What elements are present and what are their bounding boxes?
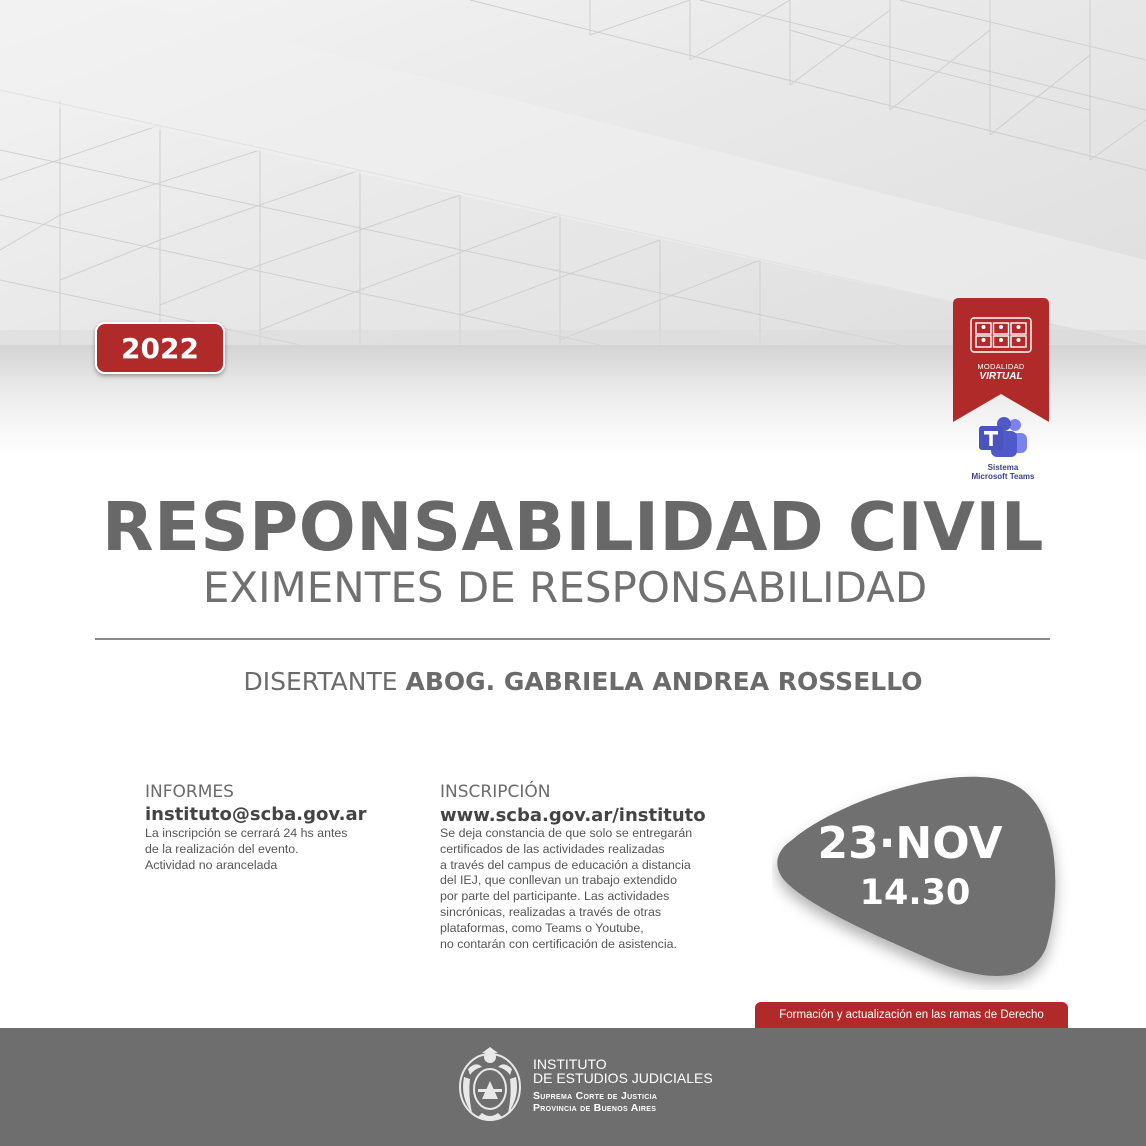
institution-line1: INSTITUTO: [533, 1056, 607, 1072]
speaker-prefix: DISERTANTE: [243, 667, 398, 696]
inscripcion-url-link[interactable]: www.scba.gov.ar/instituto: [440, 805, 706, 826]
teams-icon: [977, 416, 1029, 458]
provincial-seal-icon: [458, 1047, 522, 1125]
event-title: RESPONSABILIDAD CIVIL: [102, 488, 1044, 566]
hero-architecture-image: [0, 0, 1146, 345]
speaker-name: ABOG. GABRIELA ANDREA ROSSELLO: [405, 667, 923, 696]
speaker-line: [0, 667, 1146, 696]
inscripcion-line: plataformas, como Teams o Youtube,: [440, 920, 644, 935]
inscripcion-text: [440, 826, 730, 952]
event-subtitle: EXIMENTES DE RESPONSABILIDAD: [202, 563, 928, 612]
inscripcion-line: por parte del participante. Las actividades: [440, 889, 670, 904]
informes-heading: INFORMES: [145, 782, 234, 802]
informes-line: de la realización del evento.: [145, 841, 299, 856]
inscripcion-line: del IEJ, que conllevan un trabajo extendido: [440, 873, 677, 888]
tagline-tab: Formación y actualización en las ramas de Derecho: [755, 1002, 1068, 1028]
institution-line4: Provincia de Buenos Aires: [533, 1102, 657, 1114]
inscripcion-line: a través del campus de educación a distancia: [440, 857, 691, 872]
institution-line2: DE ESTUDIOS JUDICIALES: [533, 1070, 713, 1086]
modality-label-small: MODALIDAD: [977, 362, 1025, 371]
inscripcion-line: certificados de las actividades realizadas: [440, 841, 665, 856]
institution-line3: Suprema Corte de Justicia: [533, 1090, 658, 1102]
title-divider: [95, 638, 1050, 640]
event-date: 23·NOV: [817, 818, 1003, 869]
informes-email-link[interactable]: instituto@scba.gov.ar: [145, 804, 367, 825]
informes-text: [145, 826, 405, 873]
modality-ribbon: [953, 298, 1049, 424]
inscripcion-line: sincrónicas, realizadas a través de otras: [440, 904, 662, 919]
platform-label-line1: Sistema: [987, 463, 1019, 472]
platform-label-line2: Microsoft Teams: [971, 472, 1035, 481]
year-badge: 2022: [95, 322, 225, 374]
inscripcion-line: no contarán con certificación de asistencia.: [440, 936, 677, 951]
ceiling-pattern-graphic: [0, 0, 1146, 345]
informes-line: La inscripción se cerrará 24 hs antes: [145, 826, 348, 840]
footer-bar: [0, 1028, 1146, 1146]
informes-line: Actividad no arancelada: [145, 857, 278, 872]
inscripcion-heading: INSCRIPCIÓN: [440, 782, 551, 802]
inscripcion-line: Se deja constancia de que solo se entregarán: [440, 826, 693, 840]
modality-label-big: VIRTUAL: [979, 371, 1023, 382]
event-time: 14.30: [859, 873, 971, 913]
